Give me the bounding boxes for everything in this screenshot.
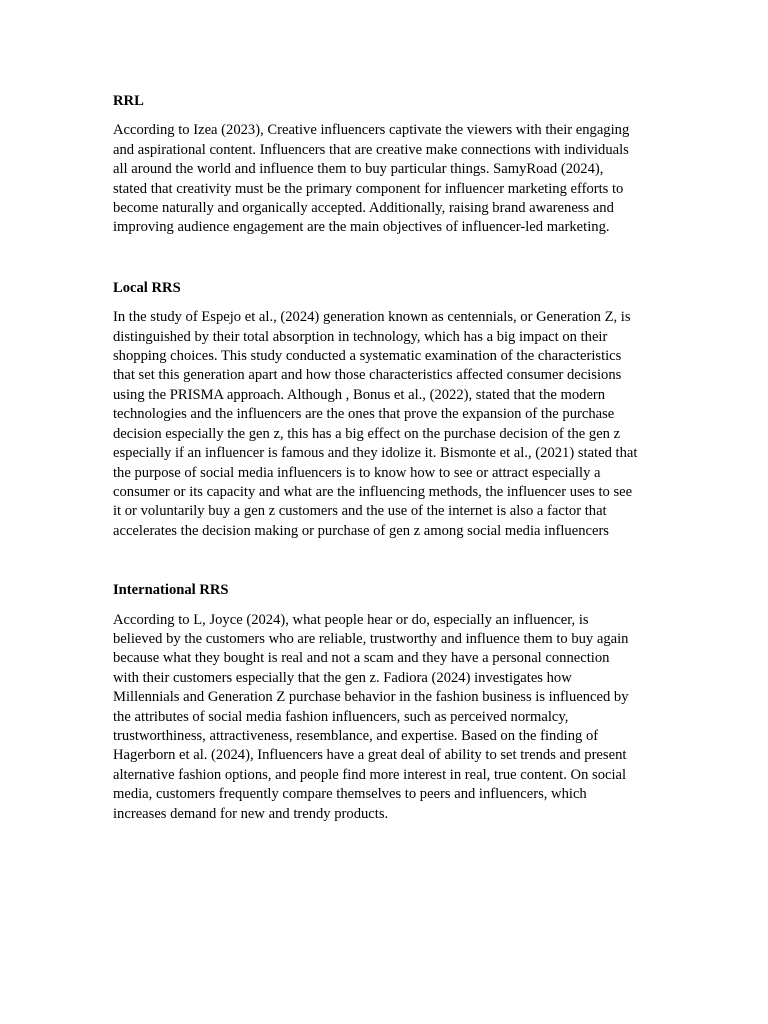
section-body-rrl: According to Izea (2023), Creative influencers captivate the viewers with their engaging and aspirational content. Influencers that are creative make connections with individuals all around the world and influence them to buy particular things. SamyRoad (2024), stated that creativity must be the primary component for influencer marketing efforts to become naturally and organically accepted. Additionally, raising brand awareness and improving audience engagement are the main objectives of influencer-led marketing.	[113, 122, 630, 236]
section-rrl	[113, 92, 656, 238]
section-heading-international-rrs: International RRS	[113, 582, 229, 599]
section-spacer	[113, 541, 656, 581]
section-body-local-rrs: In the study of Espejo et al., (2024) generation known as centennials, or Generation Z, is distinguished by their total absorption in technology, which has a big impact on their shopping choices. This study conducted a systematic examination of the characteristics that set this generation apart and how those characteristics affected consumer decisions using the PRISMA approach. Although , Bonus et al., (2022), stated that the modern technologies and the influencers are the ones that prove the expansion of the purchase decision especially the gen z, this has a big effect on the purchase decision of the gen z especially if an influencer is famous and they idolize it. Bismonte et al., (2021) stated that the purpose of social media influencers is to know how to see or attract especially a consumer or its capacity and what are the influencing methods, the influencer uses to see it or voluntarily buy a gen z customers and the use of the internet is also a factor that accelerates the decision making or purchase of gen z among social media influencers	[113, 309, 638, 539]
section-body-international-rrs: According to L, Joyce (2024), what people hear or do, especially an influencer, is believed by the customers who are reliable, trustworthy and influence them to buy again because what they bought is real and not a scam and they have a personal connection with their customers especially that the gen z. Fadiora (2024) investigates how Millennials and Generation Z purchase behavior in the fashion business is influenced by the attributes of social media fashion influencers, such as perceived normalcy, trustworthiness, attractiveness, resemblance, and expertise. Based on the finding of Hagerborn et al. (2024), Influencers have a great deal of ability to set trends and present alternative fashion options, and people find more interest in real, true content. On social media, customers frequently compare themselves to peers and influencers, which increases demand for new and trendy products.	[113, 611, 629, 822]
section-spacer	[113, 238, 656, 279]
section-international-rrs	[113, 581, 656, 824]
document-page	[113, 92, 656, 824]
section-heading-local-rrs: Local RRS	[113, 279, 181, 296]
section-heading-rrl: RRL	[113, 93, 144, 109]
section-local-rrs	[113, 279, 656, 541]
